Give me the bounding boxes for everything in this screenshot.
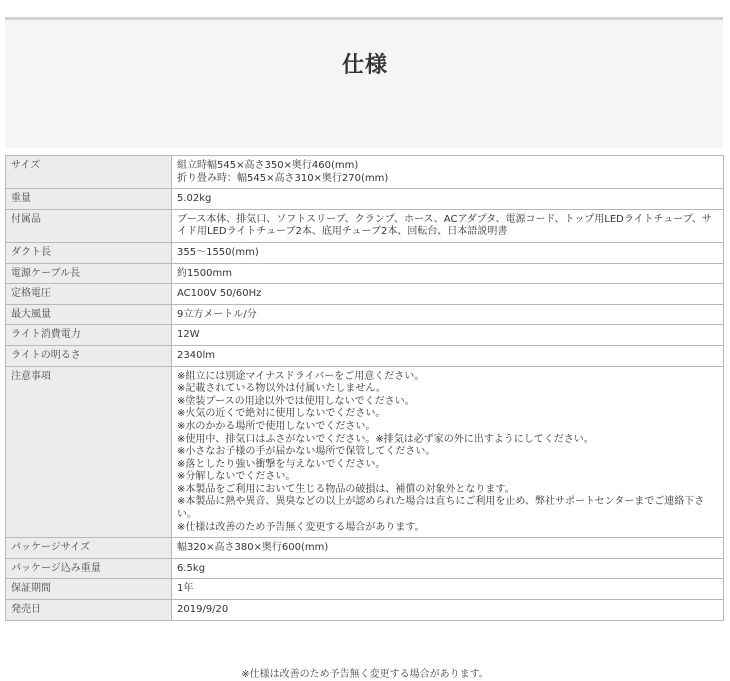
spec-value-line: ※塗装ブースの用途以外では使用しないでください。	[177, 395, 415, 407]
spec-value	[172, 156, 724, 189]
spec-value-line: ※組立には別途マイナスドライバーをご用意ください。	[177, 370, 425, 382]
spec-value-line: 9立方メートル/分	[177, 308, 257, 320]
spec-value	[172, 579, 724, 600]
spec-row	[6, 189, 724, 210]
spec-label: 注意事項	[6, 366, 172, 538]
spec-value	[172, 209, 724, 242]
spec-value	[172, 325, 724, 346]
spec-table	[5, 155, 724, 621]
spec-value	[172, 366, 724, 538]
spec-value-line: 5.02kg	[177, 193, 212, 205]
spec-value	[172, 558, 724, 579]
spec-row	[6, 345, 724, 366]
page-title: 仕様	[341, 53, 388, 78]
spec-row	[6, 242, 724, 263]
spec-label: 電源ケーブル長	[6, 263, 172, 284]
spec-value-line: ブース本体、排気口、ソフトスリーブ、クランプ、ホース、ACアダプタ、電源コード、トップ用LEDライトチューブ、サイド用LEDライトチューブ2本、底用チューブ2本、回転台、日本語説明書	[177, 213, 712, 238]
spec-row	[6, 209, 724, 242]
spec-label: サイズ	[6, 156, 172, 189]
spec-value-line: AC100V 50/60Hz	[177, 288, 262, 300]
spec-value-line: 12W	[177, 329, 200, 341]
spec-value	[172, 538, 724, 559]
spec-row	[6, 366, 724, 538]
spec-row	[6, 263, 724, 284]
spec-value-line: ※水のかかる場所で使用しないでください。	[177, 420, 376, 432]
spec-value-line: ※小さなお子様の手が届かない場所で保管してください。	[177, 446, 436, 458]
spec-value-line: ※分解しないでください。	[177, 471, 296, 483]
spec-table-body	[6, 156, 724, 621]
spec-value-line: 6.5kg	[177, 562, 206, 574]
spec-label: ダクト長	[6, 242, 172, 263]
spec-value	[172, 284, 724, 305]
spec-value	[172, 263, 724, 284]
spec-label: 重量	[6, 189, 172, 210]
spec-label: 付属品	[6, 209, 172, 242]
spec-label: パッケージ込み重量	[6, 558, 172, 579]
spec-value	[172, 242, 724, 263]
spec-row	[6, 600, 724, 621]
spec-label: ライトの明るさ	[6, 345, 172, 366]
spec-value-line: ※仕様は改善のため予告無く変更する場合があります。	[177, 521, 425, 533]
spec-value-line: ※火気の近くで絶対に使用しないでください。	[177, 408, 386, 420]
spec-value-line: 幅320×高さ380×奥行600(mm)	[177, 542, 329, 554]
spec-value-line: 約1500mm	[177, 267, 232, 279]
spec-label: 保証期間	[6, 579, 172, 600]
spec-value-line: 1年	[177, 583, 194, 595]
spec-value-line: 2340lm	[177, 349, 215, 361]
spec-value	[172, 600, 724, 621]
spec-row	[6, 558, 724, 579]
spec-row	[6, 325, 724, 346]
spec-label: 発売日	[6, 600, 172, 621]
title-banner	[5, 17, 723, 148]
spec-row	[6, 579, 724, 600]
spec-value	[172, 345, 724, 366]
spec-label: 定格電圧	[6, 284, 172, 305]
spec-value	[172, 304, 724, 325]
spec-label: パッケージサイズ	[6, 538, 172, 559]
spec-value	[172, 189, 724, 210]
spec-label: 最大風量	[6, 304, 172, 325]
spec-row	[6, 156, 724, 189]
spec-value-line: ※本製品に熱や異音、異臭などの以上が認められた場合は直ちにご利用を止め、弊社サポートセンターまでご連絡下さい。	[177, 496, 705, 521]
spec-value-line: 2019/9/20	[177, 604, 229, 616]
spec-value-line: ※記載されている物以外は付属いたしません。	[177, 383, 386, 395]
spec-row	[6, 284, 724, 305]
spec-value-line: 組立時幅545×高さ350×奥行460(mm)	[177, 160, 359, 171]
spec-label: ライト消費電力	[6, 325, 172, 346]
spec-value-line: 折り畳み時：幅545×高さ310×奥行270(mm)	[177, 172, 389, 184]
spec-value-line: ※使用中、排気口はふさがないでください。※排気は必ず家の外に出すようにしてください。	[177, 433, 594, 445]
spec-row	[6, 304, 724, 325]
spec-value-line: 355～1550(mm)	[177, 246, 259, 258]
footnote: ※仕様は改善のため予告無く変更する場合があります。	[241, 669, 489, 680]
spec-value-line: ※落としたり強い衝撃を与えないでください。	[177, 458, 386, 470]
spec-value-line: ※本製品をご利用において生じる物品の破損は、補償の対象外となります。	[177, 483, 515, 495]
spec-row	[6, 538, 724, 559]
